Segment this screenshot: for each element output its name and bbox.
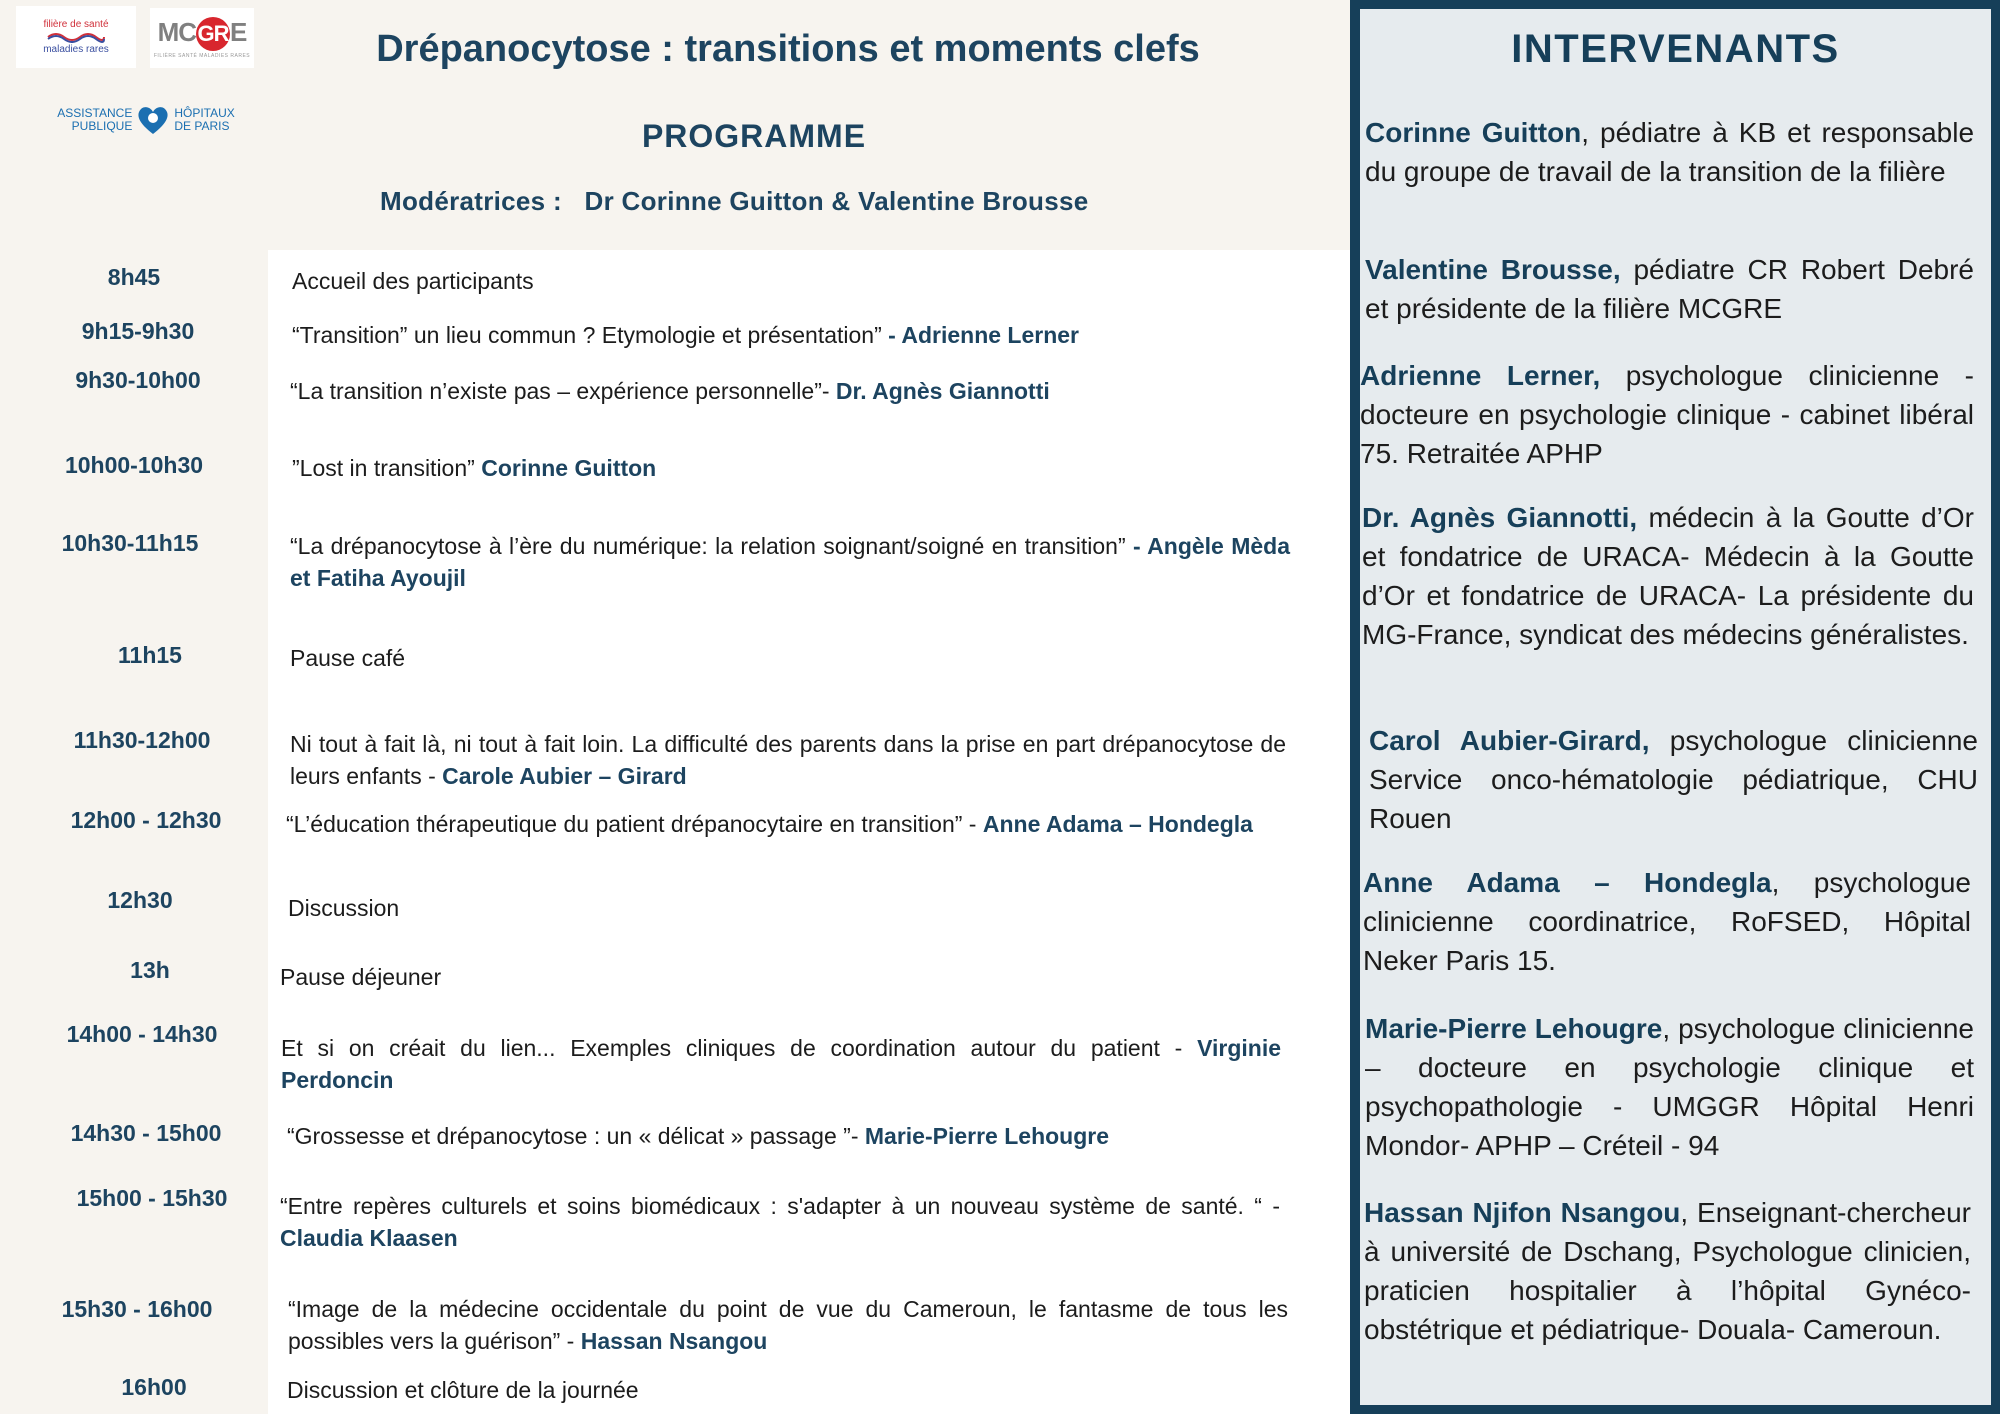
speaker-description: pédiatre CR Robert Debré et présidente de la filière MCGRE	[1365, 254, 1974, 324]
schedule-time: 11h30-12h00	[73, 727, 211, 753]
page-title: Drépanocytose : transitions et moments clefs	[376, 28, 1200, 70]
aphp-logo-hopitaux: HÔPITAUX	[174, 106, 235, 120]
schedule-session	[292, 319, 1292, 351]
moderatrices-names: Dr Corinne Guitton & Valentine Brousse	[584, 186, 1089, 216]
schedule-session	[280, 1190, 1280, 1254]
session-speaker: - Angèle Mèda et Fatiha Ayoujil	[290, 533, 1290, 591]
schedule-session	[281, 1032, 1281, 1096]
speaker-bio	[1362, 498, 1974, 654]
session-title: Discussion	[288, 895, 400, 921]
session-speaker: Marie-Pierre Lehougre	[864, 1123, 1110, 1149]
schedule-session	[290, 642, 1290, 674]
schedule-time: 15h00 - 15h30	[76, 1185, 228, 1211]
speaker-description: psychologue clinicienne - docteure en psychologie clinique - cabinet libéral 75. Retraitée APHP	[1360, 360, 1974, 469]
session-title: ”Lost in transition”	[292, 455, 482, 481]
speaker-name: Hassan Njifon Nsangou	[1364, 1197, 1681, 1228]
session-title: “Entre repères culturels et soins biomédicaux : s'adapter à un nouveau système de santé. “ -	[280, 1193, 1280, 1219]
schedule-time: 8h45	[107, 264, 161, 290]
mcgre-logo-subtitle: FILIÈRE SANTÉ MALADIES RARES	[153, 53, 251, 59]
schedule-session	[290, 530, 1290, 594]
schedule-time: 9h15-9h30	[81, 318, 195, 344]
session-speaker: - Adrienne Lerner	[888, 322, 1080, 348]
schedule-session	[280, 961, 1280, 993]
aphp-logo-assistance: ASSISTANCE	[57, 106, 133, 120]
session-title: Accueil des participants	[292, 268, 534, 294]
session-title: Discussion et clôture de la journée	[287, 1377, 639, 1403]
schedule-time: 14h00 - 14h30	[66, 1021, 218, 1047]
speaker-bio	[1365, 113, 1974, 191]
speaker-bio	[1369, 721, 1978, 838]
schedule-session	[287, 1374, 1287, 1406]
moderatrices-line	[380, 186, 1089, 217]
session-title: “L’éducation thérapeutique du patient drépanocytaire en transition” -	[286, 811, 983, 837]
schedule-time: 11h15	[118, 642, 182, 668]
speaker-description: psychologue clinicienne Service onco-hématologie pédiatrique, CHU Rouen	[1369, 725, 1979, 834]
filiere-logo-line1: filière de santé	[43, 19, 109, 30]
schedule-time: 16h00	[121, 1374, 187, 1400]
schedule-time: 9h30-10h00	[75, 367, 201, 393]
mcgre-logo-right: E	[230, 17, 247, 47]
filiere-wave-icon	[46, 31, 106, 43]
session-title: “Grossesse et drépanocytose : un « délicat » passage ”-	[287, 1123, 865, 1149]
session-speaker: Virginie Perdoncin	[281, 1035, 1281, 1093]
speaker-description: , psychologue clinicienne – docteure en psychologie clinique et psychopathologie - UMGGR Hôpital Henri Mondor- APHP – Créteil - 94	[1365, 1013, 1975, 1161]
mcgre-logo	[150, 8, 254, 68]
speaker-name: Valentine Brousse,	[1365, 254, 1621, 285]
session-speaker: Dr. Agnès Giannotti	[835, 378, 1050, 404]
speaker-bio	[1363, 863, 1971, 980]
speaker-bio	[1365, 250, 1974, 328]
schedule-session	[290, 728, 1286, 792]
schedule-time: 15h30 - 16h00	[61, 1296, 213, 1322]
aphp-logo-deparis: DE PARIS	[174, 119, 230, 133]
schedule-time: 14h30 - 15h00	[70, 1120, 222, 1146]
filiere-logo-line2: maladies rares	[43, 44, 109, 55]
intervenants-panel	[1350, 0, 2000, 1414]
speaker-description: , psychologue clinicienne coordinatrice, RoFSED, Hôpital Neker Paris 15.	[1363, 867, 1971, 976]
moderatrices-label: Modératrices :	[380, 186, 562, 216]
speaker-name: Adrienne Lerner,	[1360, 360, 1601, 391]
session-title: Et si on créait du lien... Exemples cliniques de coordination autour du patient -	[281, 1035, 1198, 1061]
speaker-name: Corinne Guitton	[1365, 117, 1582, 148]
intervenants-title: INTERVENANTS	[1511, 27, 1840, 71]
schedule-time: 13h	[130, 957, 170, 983]
schedule-session	[292, 452, 1292, 484]
programme-heading: PROGRAMME	[641, 118, 867, 154]
speaker-name: Carol Aubier-Girard,	[1369, 725, 1650, 756]
schedule-session	[288, 1293, 1288, 1357]
speaker-name: Anne Adama – Hondegla	[1363, 867, 1772, 898]
speaker-bio	[1364, 1193, 1971, 1349]
session-speaker: Claudia Klaasen	[280, 1225, 458, 1251]
session-title: “La drépanocytose à l’ère du numérique: la relation soignant/soigné en transition”	[290, 533, 1133, 559]
schedule-session	[287, 1120, 1287, 1152]
mcgre-logo-left: MC	[157, 17, 197, 47]
schedule-session	[290, 375, 1290, 407]
session-title: “La transition n’existe pas – expérience personnelle”-	[290, 378, 836, 404]
session-title: Ni tout à fait là, ni tout à fait loin. La difficulté des parents dans la prise en part drépanocytose de leurs enfants -	[290, 731, 1286, 789]
schedule-time: 10h30-11h15	[61, 530, 199, 556]
speaker-description: , pédiatre à KB et responsable du groupe de travail de la transition de la filière	[1365, 117, 1975, 187]
session-speaker: Carole Aubier – Girard	[442, 763, 687, 789]
speaker-name: Marie-Pierre Lehougre	[1365, 1013, 1663, 1044]
session-speaker: Hassan Nsangou	[580, 1328, 768, 1354]
speaker-bio	[1365, 1009, 1974, 1165]
speaker-name: Dr. Agnès Giannotti,	[1362, 502, 1638, 533]
session-title: “Image de la médecine occidentale du point de vue du Cameroun, le fantasme de tous les possibles vers la guérison” -	[288, 1296, 1288, 1354]
session-title: Pause café	[290, 645, 406, 671]
speaker-description: , Enseignant-chercheur à université de Dschang, Psychologue clinicien, praticien hospitalier à l’hôpital Gynéco-obstétrique et pédiatrique- Douala- Cameroun.	[1364, 1197, 1971, 1345]
speaker-description: médecin à la Goutte d’Or et fondatrice de URACA- Médecin à la Goutte d’Or et fondatrice de URACA- La présidente du MG-France, syndicat des médecins généralistes.	[1362, 502, 1975, 650]
schedule-time: 12h00 - 12h30	[70, 807, 222, 833]
session-title: Pause déjeuner	[280, 964, 442, 990]
session-speaker: Anne Adama – Hondegla	[982, 811, 1253, 837]
speaker-bio	[1360, 356, 1974, 473]
mcgre-logo-circle: GR	[196, 17, 230, 51]
session-speaker: Corinne Guitton	[481, 455, 657, 481]
filiere-sante-logo	[16, 6, 136, 68]
session-title: “Transition” un lieu commun ? Etymologie et présentation”	[292, 322, 889, 348]
schedule-time: 12h30	[107, 887, 173, 913]
schedule-session	[286, 808, 1318, 840]
schedule-session	[292, 265, 1292, 297]
schedule-time: 10h00-10h30	[64, 452, 204, 478]
schedule-session	[288, 892, 1288, 924]
aphp-logo-publique: PUBLIQUE	[71, 119, 133, 133]
